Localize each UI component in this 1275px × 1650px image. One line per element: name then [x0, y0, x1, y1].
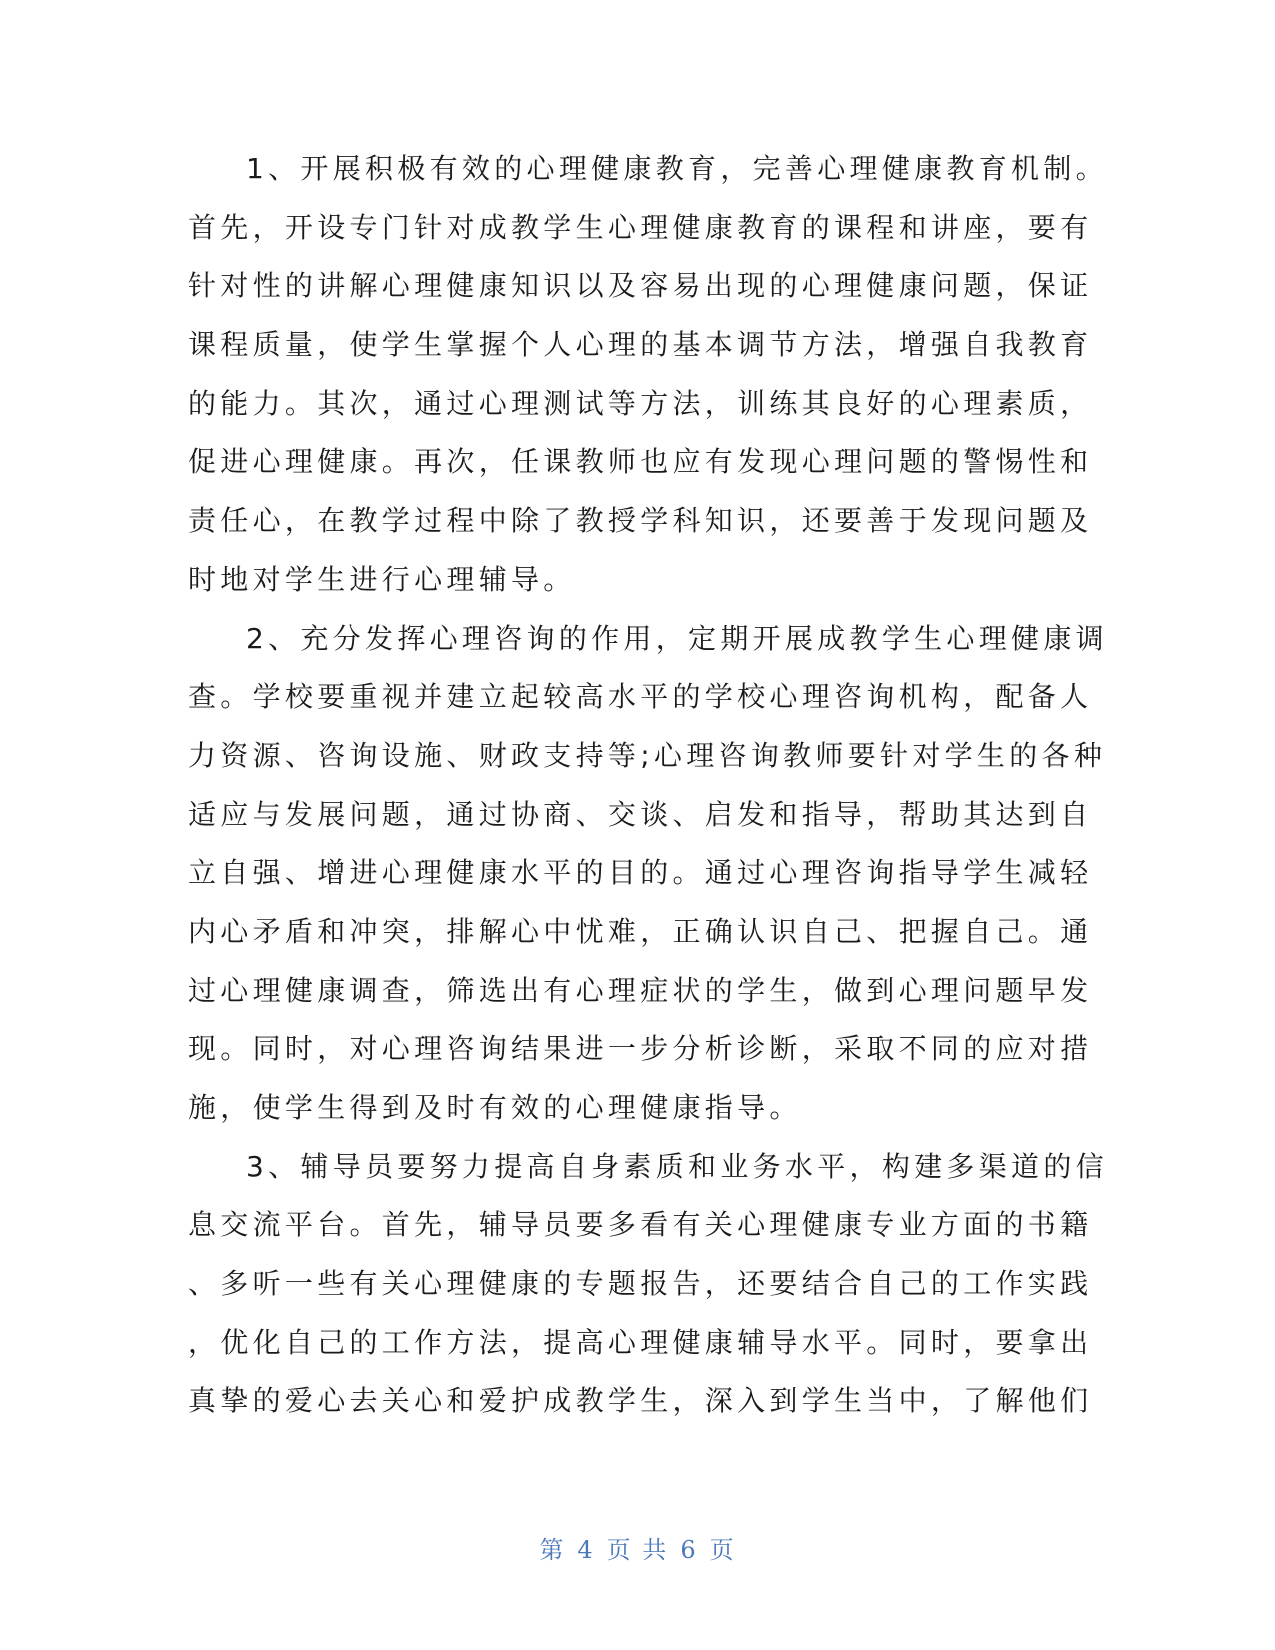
paragraph-line: 内心矛盾和冲突，排解心中忧难，正确认识自己、把握自己。通: [188, 914, 1093, 948]
paragraph-line: 3、辅导员要努力提高自身素质和业务水平，构建多渠道的信: [246, 1149, 1108, 1183]
paragraph-line: 针对性的讲解心理健康知识以及容易出现的心理健康问题，保证: [188, 269, 1093, 303]
page-footer: [0, 1530, 1275, 1565]
paragraph-line: 的能力。其次，通过心理测试等方法，训练其良好的心理素质，: [188, 386, 1093, 420]
paragraph-line: 适应与发展问题，通过协商、交谈、启发和指导，帮助其达到自: [188, 797, 1093, 831]
paragraph-line: 真挚的爱心去关心和爱护成教学生，深入到学生当中，了解他们: [188, 1384, 1093, 1418]
paragraph-line: 施，使学生得到及时有效的心理健康指导。: [188, 1091, 802, 1124]
paragraph-line: ，优化自己的工作方法，提高心理健康辅导水平。同时，要拿出: [188, 1325, 1093, 1359]
paragraph-line: 、多听一些有关心理健康的专题报告，还要结合自己的工作实践: [188, 1267, 1093, 1301]
paragraph-line: 现。同时，对心理咨询结果进一步分析诊断，采取不同的应对措: [188, 1032, 1093, 1066]
footer-page-number: 4: [577, 1536, 595, 1564]
footer-prefix: 第: [539, 1536, 566, 1564]
footer-suffix: 页: [709, 1536, 736, 1564]
paragraph-line: 时地对学生进行心理辅导。: [188, 562, 576, 596]
paragraph-line: 查。学校要重视并建立起较高水平的学校心理咨询机构，配备人: [188, 680, 1093, 714]
paragraph-line: 2、充分发挥心理咨询的作用，定期开展成教学生心理健康调: [246, 621, 1108, 655]
paragraph-line: 课程质量，使学生掌握个人心理的基本调节方法，增强自我教育: [188, 328, 1093, 362]
paragraph-line: 过心理健康调查，筛选出有心理症状的学生，做到心理问题早发: [188, 973, 1093, 1007]
footer-total-pages: 6: [680, 1536, 698, 1564]
paragraph-line: 1、开展积极有效的心理健康教育，完善心理健康教育机制。: [246, 152, 1108, 185]
paragraph-line: 力资源、咨询设施、财政支持等;心理咨询教师要针对学生的各种: [188, 738, 1107, 772]
footer-middle: 页 共: [606, 1536, 669, 1564]
paragraph-line: 促进心理健康。再次，任课教师也应有发现心理问题的警惕性和: [188, 445, 1093, 479]
paragraph-line: 首先，开设专门针对成教学生心理健康教育的课程和讲座，要有: [188, 210, 1093, 244]
document-body: [188, 140, 1108, 1431]
paragraph-line: 立自强、增进心理健康水平的目的。通过心理咨询指导学生减轻: [188, 856, 1093, 890]
paragraph-line: 息交流平台。首先，辅导员要多看有关心理健康专业方面的书籍: [188, 1208, 1093, 1242]
paragraph-line: 责任心，在教学过程中除了教授学科知识，还要善于发现问题及: [188, 504, 1093, 538]
